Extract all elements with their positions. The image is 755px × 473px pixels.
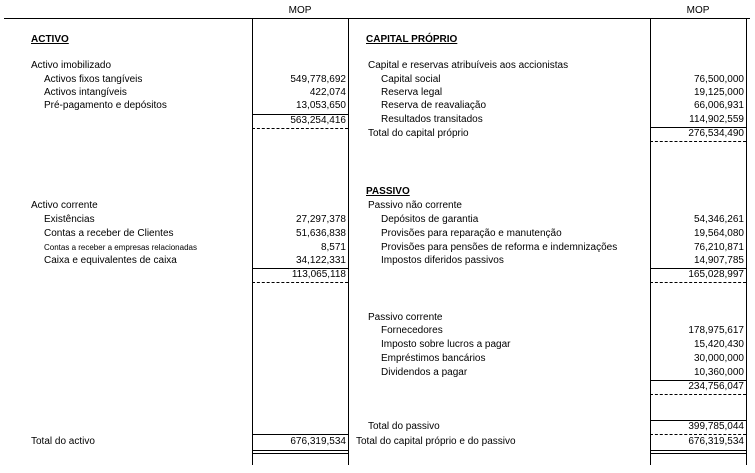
total-double-rule-2	[252, 453, 348, 454]
asset-label: Contas a receber de Clientes	[44, 228, 174, 239]
liability-value: 10,360,000	[693, 367, 744, 378]
liabilities-total-label: Total do passivo	[368, 421, 440, 432]
right-value-col-right	[746, 18, 747, 465]
liabilities-title: PASSIVO	[366, 186, 410, 197]
liability-value: 15,420,430	[693, 339, 744, 350]
total-underline	[650, 434, 746, 435]
liability-value: 76,210,871	[693, 242, 744, 253]
equity-value: 76,500,000	[693, 74, 744, 85]
total-rule	[252, 434, 348, 435]
asset-label: Pré-pagamento e depósitos	[44, 100, 167, 111]
liability-value: 14,907,785	[693, 255, 744, 266]
total-double-rule-2	[650, 453, 746, 454]
liabilities-total-value: 399,785,044	[688, 421, 744, 432]
assets-non-current-label: Activo imobilizado	[31, 60, 112, 71]
equity-value: 19,125,000	[693, 87, 744, 98]
liabilities-non-current-label: Passivo não corrente	[368, 200, 462, 211]
left-value-col-right	[348, 18, 349, 465]
assets-total-label: Total do activo	[31, 436, 95, 447]
liability-label: Provisões para reparação e manutenção	[381, 228, 562, 239]
liability-label: Depósitos de garantia	[381, 214, 479, 225]
liabilities-current-label: Passivo corrente	[368, 312, 443, 323]
asset-value: 51,636,838	[295, 228, 346, 239]
subtotal-underline	[650, 141, 746, 142]
header-rule	[4, 18, 750, 19]
subtotal-underline	[650, 394, 746, 395]
liability-label: Empréstimos bancários	[381, 353, 486, 364]
equity-subtitle: Capital e reservas atribuíveis aos accionistas	[368, 60, 569, 71]
asset-value: 549,778,692	[290, 74, 346, 85]
assets-title: ACTIVO	[31, 34, 69, 45]
subtotal-underline	[252, 128, 348, 129]
liability-label: Fornecedores	[381, 325, 443, 336]
asset-value: 27,297,378	[295, 214, 346, 225]
equity-label: Resultados transitados	[381, 114, 483, 125]
liability-label: Impostos diferidos passivos	[381, 255, 504, 266]
assets-current-total: 113,065,118	[291, 269, 346, 280]
asset-label: Contas a receber a empresas relacionadas	[44, 243, 197, 252]
equity-value: 66,006,931	[693, 100, 744, 111]
subtotal-underline	[252, 282, 348, 283]
liabilities-current-total: 234,756,047	[688, 381, 744, 392]
assets-non-current-total: 563,254,416	[290, 115, 346, 126]
asset-label: Activos intangíveis	[44, 87, 127, 98]
equity-total-value: 276,534,490	[688, 128, 744, 139]
liability-label: Dividendos a pagar	[381, 367, 468, 378]
subtotal-underline	[650, 282, 746, 283]
currency-header-right: MOP	[686, 5, 710, 16]
total-double-rule-1	[252, 450, 348, 451]
equity-value: 114,902,559	[689, 114, 744, 125]
asset-value: 422,074	[309, 87, 346, 98]
grand-total-label: Total do capital próprio e do passivo	[356, 436, 516, 447]
equity-total-label: Total do capital próprio	[368, 128, 469, 139]
equity-label: Reserva legal	[381, 87, 443, 98]
asset-value: 13,053,650	[295, 100, 346, 111]
grand-total-value: 676,319,534	[688, 436, 744, 447]
liability-value: 19,564,080	[693, 228, 744, 239]
equity-title: CAPITAL PRÓPRIO	[366, 34, 458, 45]
asset-label: Existências	[44, 214, 95, 225]
asset-value: 34,122,331	[295, 255, 346, 266]
equity-label: Capital social	[381, 74, 441, 85]
liability-label: Imposto sobre lucros a pagar	[381, 339, 511, 350]
asset-value: 8,571	[320, 242, 346, 253]
asset-label: Activos fixos tangíveis	[44, 74, 143, 85]
assets-total-value: 676,319,534	[290, 436, 346, 447]
total-double-rule-1	[650, 450, 746, 451]
liability-label: Provisões para pensões de reforma e indemnizações	[381, 242, 618, 253]
currency-header-left: MOP	[288, 5, 312, 16]
liability-value: 30,000,000	[693, 353, 744, 364]
equity-label: Reserva de reavaliação	[381, 100, 487, 111]
liability-value: 54,346,261	[693, 214, 744, 225]
asset-label: Caixa e equivalentes de caixa	[44, 255, 177, 266]
liability-value: 178,975,617	[688, 325, 744, 336]
assets-current-label: Activo corrente	[31, 200, 98, 211]
liabilities-non-current-total: 165,028,997	[688, 269, 744, 280]
